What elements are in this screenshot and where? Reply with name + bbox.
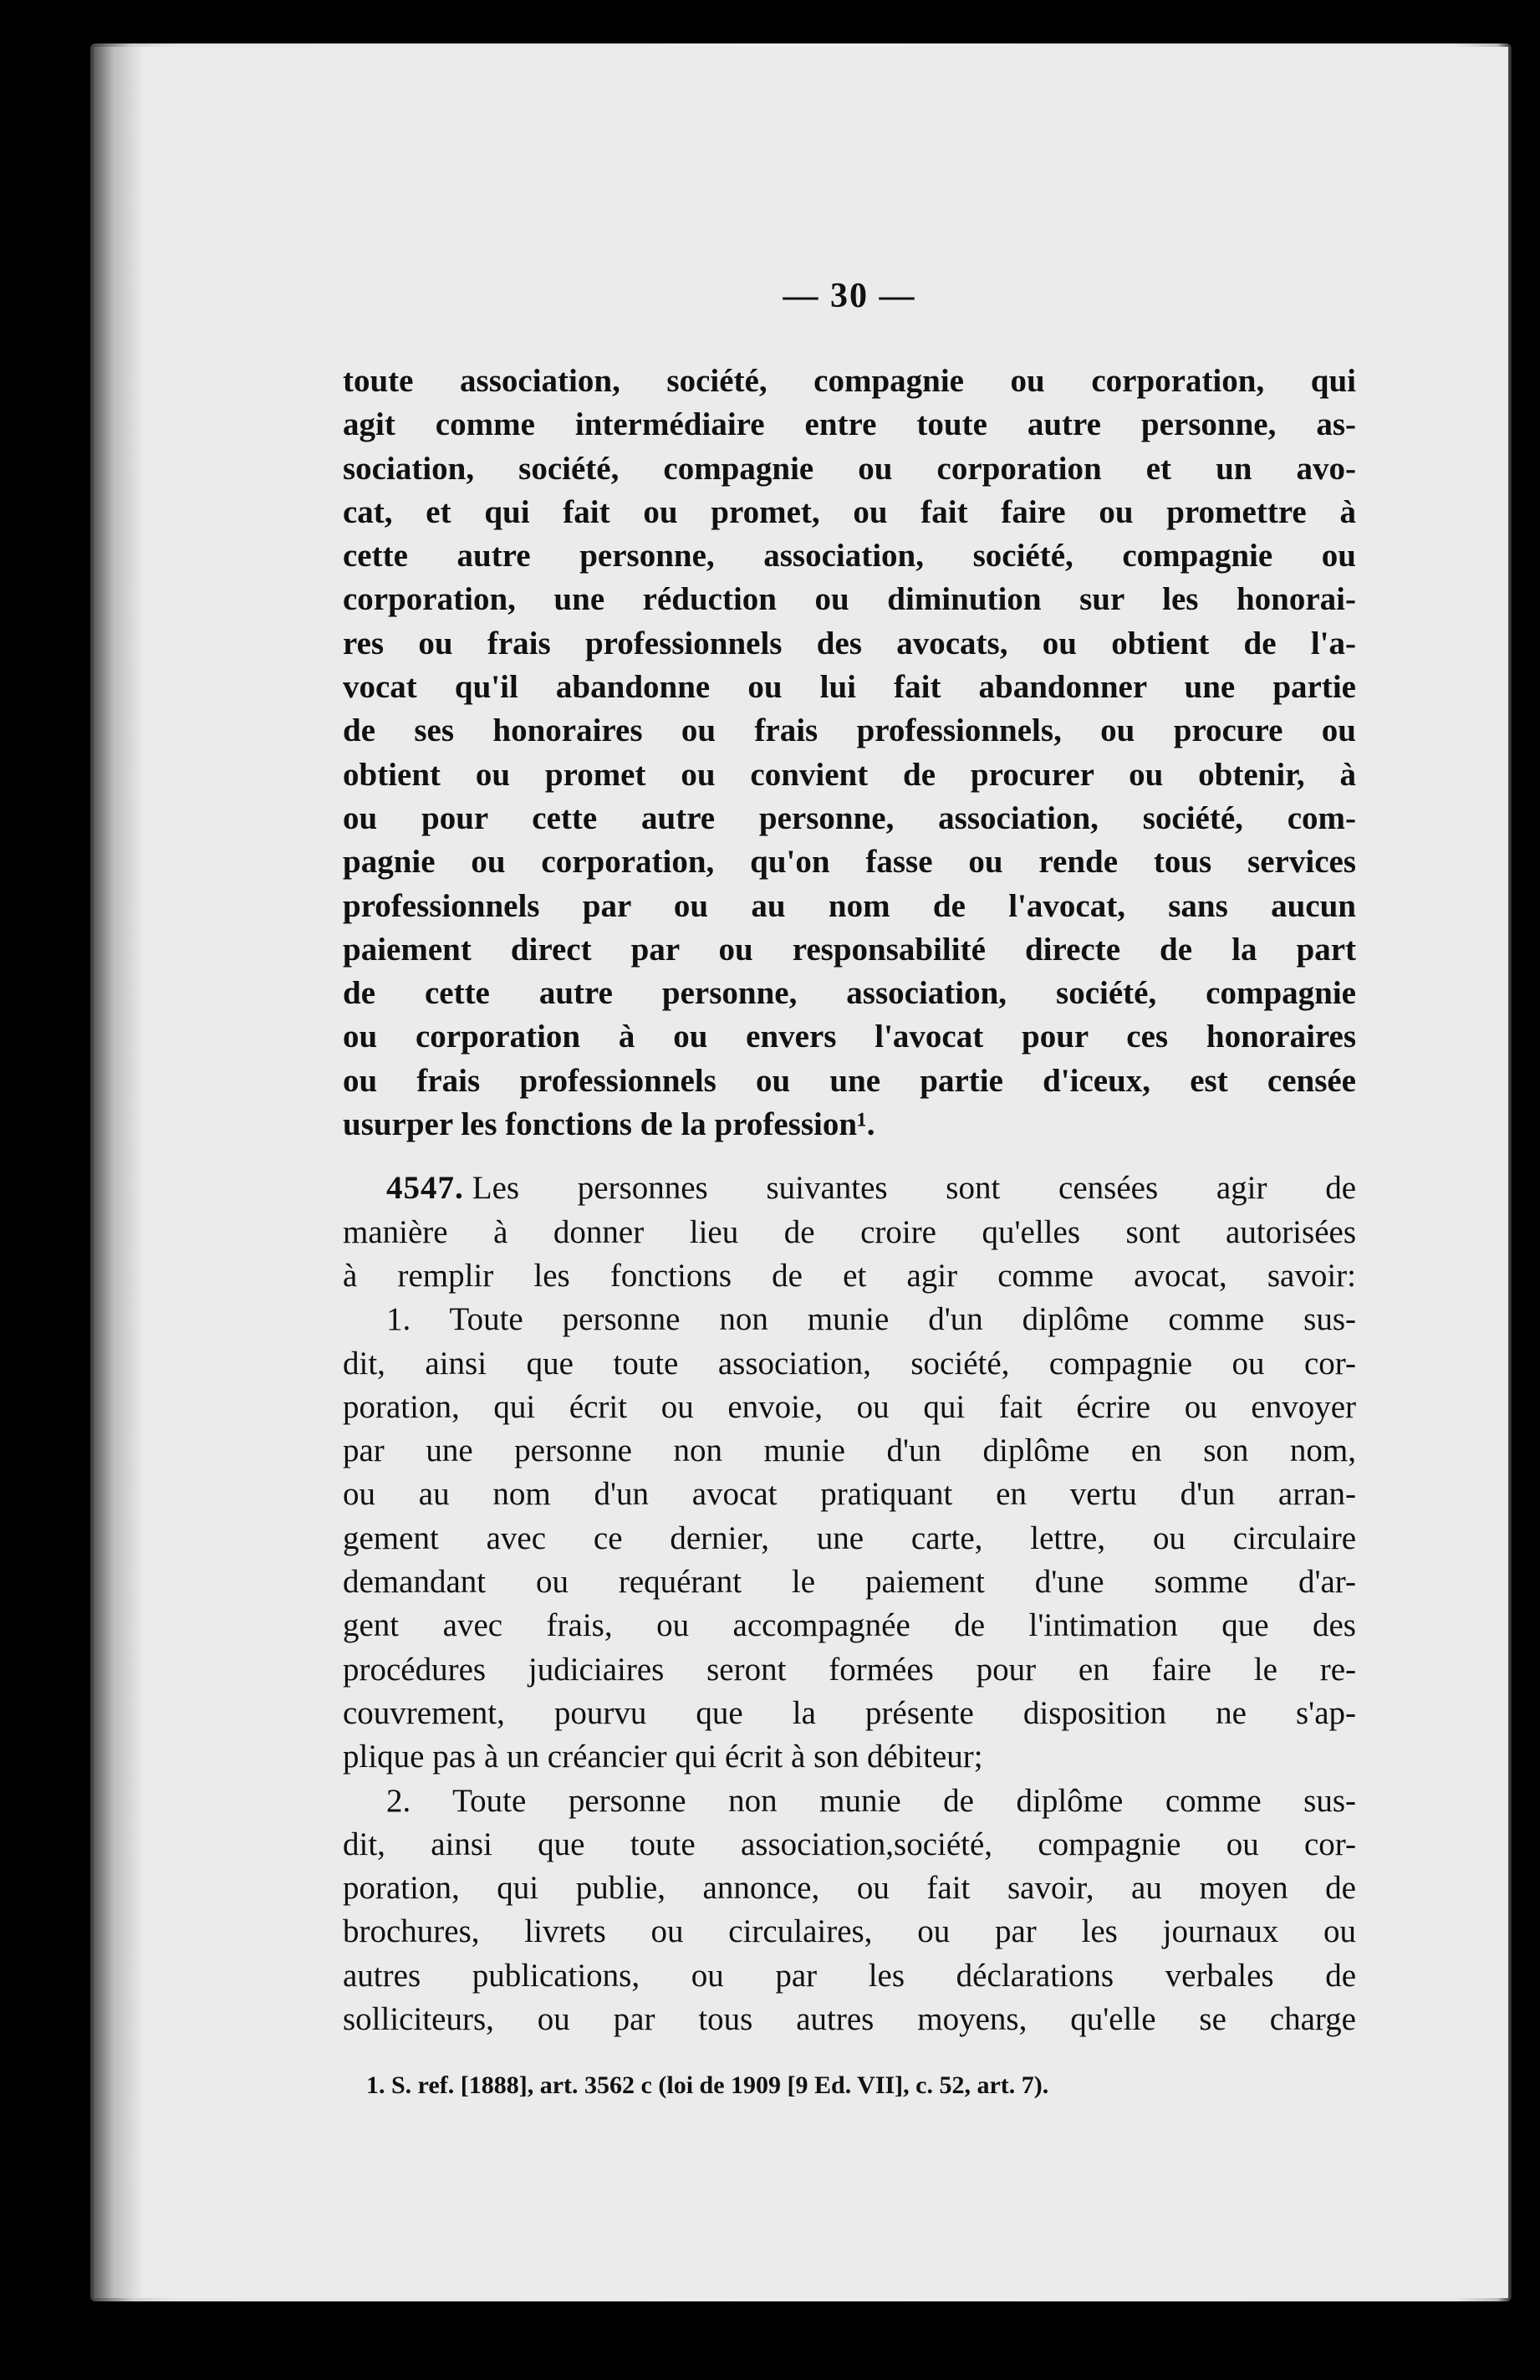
item1-line: procédures judiciaires seront formées pour en faire le re- — [343, 1651, 1356, 1688]
paragraph1-line: pagnie ou corporation, qu'on fasse ou rende tous services — [343, 844, 1356, 881]
article-number: 4547. — [386, 1170, 464, 1207]
paragraph1-line: ou pour cette autre personne, association, société, com- — [343, 799, 1356, 836]
paragraph1-line: cette autre personne, association, société, compagnie ou — [343, 538, 1356, 575]
item2-line: 2. Toute personne non munie de diplôme comme sus- — [386, 1782, 1356, 1819]
paragraph1-line: cat, et qui fait ou promet, ou fait faire ou promettre à — [343, 493, 1356, 530]
page-binding-edge — [94, 47, 144, 2298]
paragraph1-line: ou frais professionnels ou une partie d'iceux, est censée — [343, 1062, 1356, 1099]
page-text — [343, 276, 1356, 2100]
article-4547 — [343, 1167, 1356, 1298]
article-first-line-text: Les personnes suivantes sont censées agir de — [472, 1170, 1356, 1207]
item2-line: poration, qui publie, annonce, ou fait savoir, au moyen de — [343, 1870, 1356, 1907]
paragraph1-line: vocat qu'il abandonne ou lui fait abandonner une partie — [343, 669, 1356, 706]
item1-line: dit, ainsi que toute association, société, compagnie ou cor- — [343, 1345, 1356, 1382]
footnote: 1. S. ref. [1888], art. 3562 c (loi de 1909 [9 Ed. VII], c. 52, art. 7). — [366, 2071, 1049, 2100]
paragraph1-line: agit comme intermédiaire entre toute autre personne, as- — [343, 406, 1356, 443]
item1-line: 1. Toute personne non munie d'un diplôme comme sus- — [386, 1301, 1356, 1338]
item1-line: demandant ou requérant le paiement d'une somme d'ar- — [343, 1564, 1356, 1601]
item-2 — [343, 1780, 1356, 2042]
article.lines-line: à remplir les fonctions de et agir comme avocat, savoir: — [343, 1257, 1356, 1294]
item2-line: autres publications, ou par les déclarations verbales de — [343, 1957, 1356, 1994]
paragraph1-line: usurper les fonctions de la profession¹. — [343, 1106, 875, 1143]
item-1 — [343, 1298, 1356, 1779]
item2-line: dit, ainsi que toute association,société, compagnie ou cor- — [343, 1826, 1356, 1862]
item2-line: solliciteurs, ou par tous autres moyens, qu'elle se charge — [343, 2000, 1356, 2037]
item1-line: couvrement, pourvu que la présente disposition ne s'ap- — [343, 1694, 1356, 1731]
article.lines-line: manière à donner lieu de croire qu'elles sont autorisées — [343, 1213, 1356, 1250]
paragraph1-line: res ou frais professionnels des avocats, ou obtient de l'a- — [343, 625, 1356, 661]
page-number: — 30 — — [783, 277, 916, 315]
item1-line: gement avec ce dernier, une carte, lettre, ou circulaire — [343, 1519, 1356, 1556]
paragraph1-line: obtient ou promet ou convient de procurer ou obtenir, à — [343, 756, 1356, 793]
paragraph1-line: de cette autre personne, association, société, compagnie — [343, 975, 1356, 1012]
item1-line: plique pas à un créancier qui écrit à son débiteur; — [343, 1739, 983, 1775]
item1-line: gent avec frais, ou accompagnée de l'intimation que des — [343, 1607, 1356, 1644]
item1-line: par une personne non munie d'un diplôme en son nom, — [343, 1433, 1356, 1469]
paragraph1-line: paiement direct par ou responsabilité directe de la part — [343, 931, 1356, 968]
paragraph1-line: corporation, une réduction ou diminution sur les honorai- — [343, 581, 1356, 618]
paragraph1-line: professionnels par ou au nom de l'avocat, sans aucun — [343, 887, 1356, 924]
item2-line: brochures, livrets ou circulaires, ou par les journaux ou — [343, 1913, 1356, 1950]
paragraph1-line: ou corporation à ou envers l'avocat pour ces honoraires — [343, 1019, 1356, 1055]
paragraph1-line: de ses honoraires ou frais professionnels, ou procure ou — [343, 712, 1356, 749]
paragraph-1 — [343, 360, 1356, 1147]
paragraph1-line: sociation, société, compagnie ou corporation et un avo- — [343, 450, 1356, 487]
item1-line: ou au nom d'un avocat pratiquant en vertu d'un arran- — [343, 1476, 1356, 1513]
item1-line: poration, qui écrit ou envoie, ou qui fait écrire ou envoyer — [343, 1388, 1356, 1425]
article-first-line — [343, 1167, 1356, 1210]
paragraph1-line: toute association, société, compagnie ou corporation, qui — [343, 363, 1356, 399]
